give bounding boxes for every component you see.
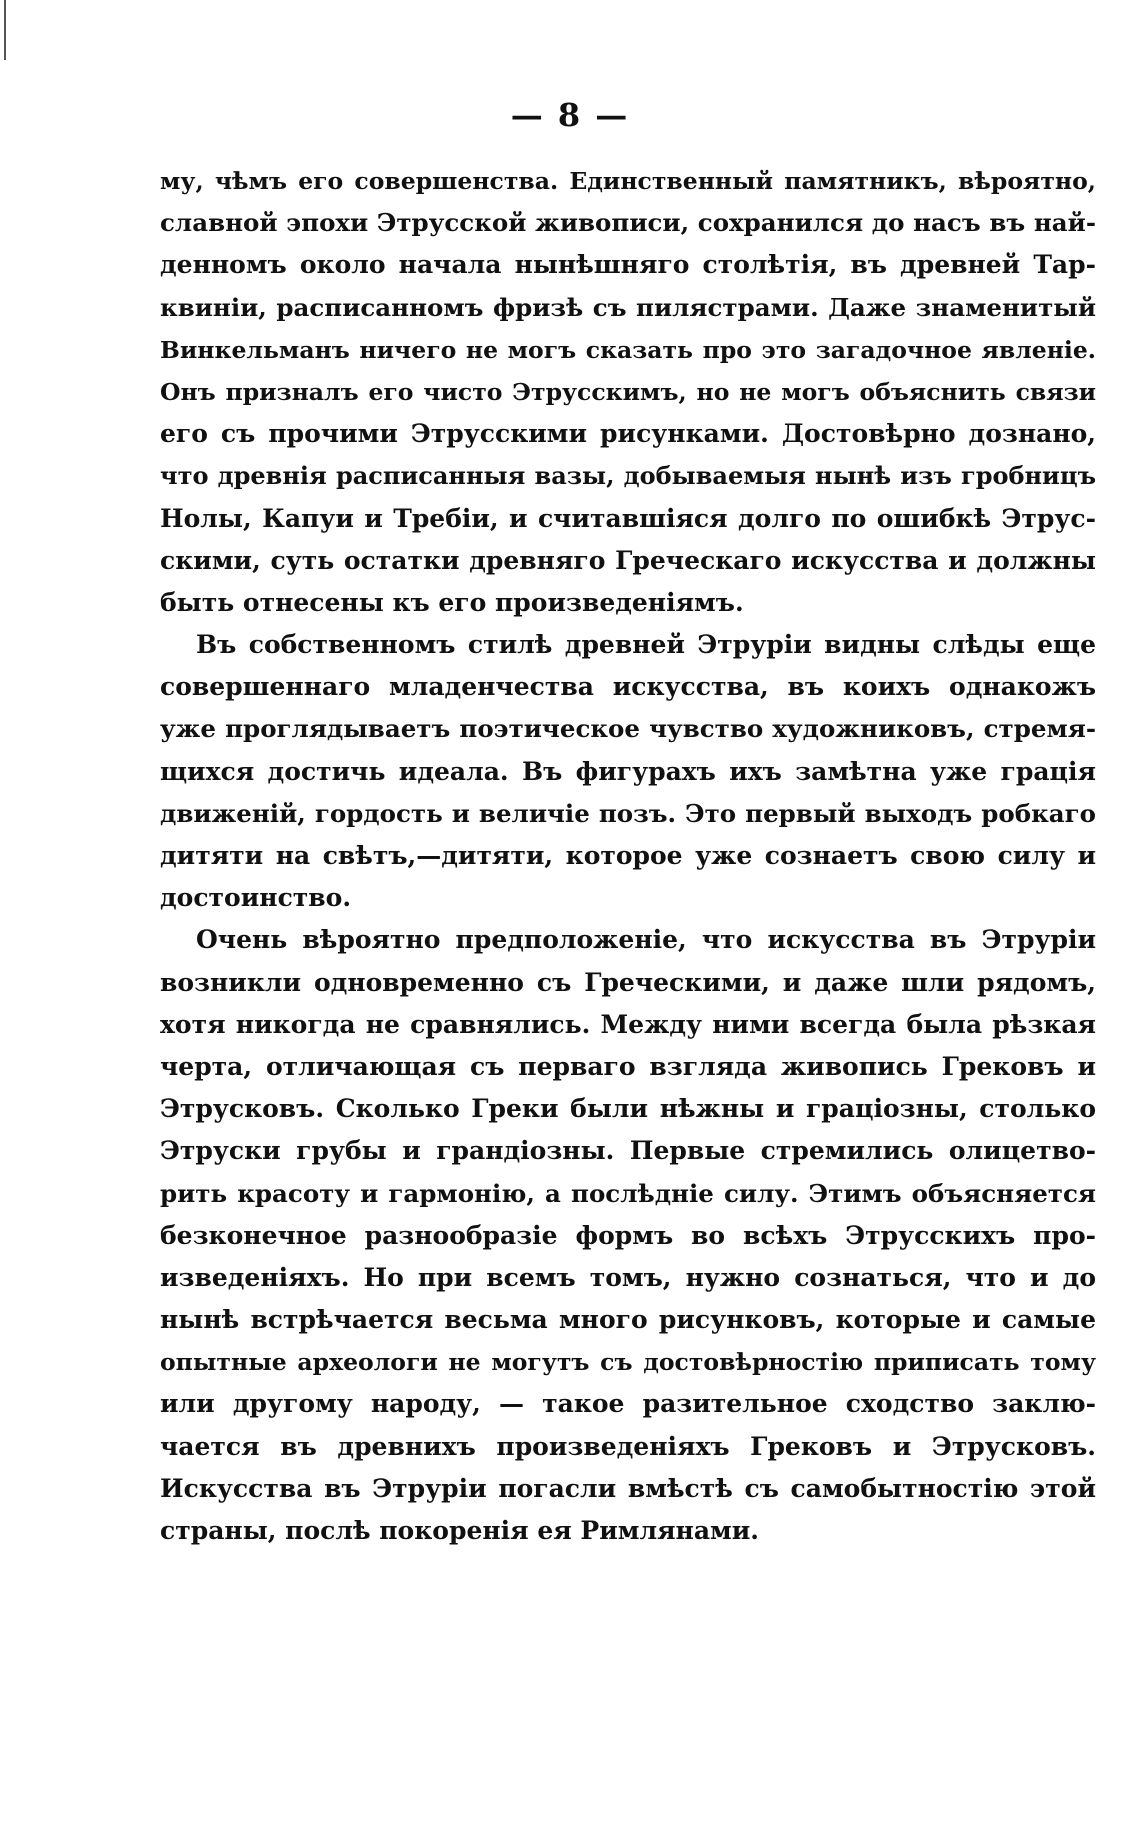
text-line: славной эпохи Этрусской живописи, сохранился до насъ въ най-: [160, 208, 1096, 238]
text-line: Нолы, Капуи и Требіи, и считавшіяся долго по ошибкѣ Этрус-: [160, 503, 1096, 533]
text-line: Онъ призналъ его чисто Этрусскимъ, но не могъ объяснить связи: [160, 377, 1096, 406]
text-line: опытные археологи не могутъ съ достовѣрностію приписать тому: [160, 1348, 1096, 1377]
text-line: безконечное разнообразіе формъ во всѣхъ Этрусскихъ про-: [160, 1220, 1096, 1250]
text-line: движеній, гордость и величіе позъ. Это первый выходъ робкаго: [160, 798, 1096, 828]
text-line: Искусства въ Этруріи погасли вмѣстѣ съ самобытностію этой: [160, 1473, 1096, 1503]
text-line: денномъ около начала нынѣшняго столѣтія, въ древней Тар-: [160, 250, 1096, 280]
text-line: уже проглядываетъ поэтическое чувство художниковъ, стремя-: [160, 714, 1096, 744]
text-line: или другому народу, — такое разительное сходство заклю-: [160, 1389, 1096, 1419]
text-line: возникли одновременно съ Греческими, и даже шли рядомъ,: [160, 967, 1096, 997]
paragraph: [160, 919, 1096, 1552]
text-line: черта, отличающая съ перваго взгляда живопись Грековъ и: [160, 1051, 1096, 1081]
text-line: что древнія расписанныя вазы, добываемыя нынѣ изъ гробницъ: [160, 461, 1096, 491]
text-line: Этрусковъ. Сколько Греки были нѣжны и граціозны, столько: [160, 1094, 1096, 1124]
text-line: Въ собственномъ стилѣ древней Этруріи видны слѣды еще: [196, 630, 1096, 660]
text-line: совершеннаго младенчества искусства, въ коихъ однакожъ: [160, 672, 1096, 702]
text-line: быть отнесены къ его произведеніямъ.: [160, 587, 744, 617]
scan-edge-line: [4, 0, 6, 60]
page-number: — 8 —: [510, 96, 630, 134]
text-line: Этруски грубы и грандіозны. Первые стремились олицетво-: [160, 1136, 1096, 1166]
text-line: его съ прочими Этрусскими рисунками. Достовѣрно дознано,: [160, 419, 1096, 449]
text-line: квиніи, расписанномъ фризѣ съ пилястрами. Даже знаменитый: [160, 292, 1096, 322]
paragraph: [160, 624, 1096, 919]
text-line: му, чѣмъ его совершенства. Единственный памятникъ, вѣроятно,: [160, 167, 1096, 195]
text-line: рить красоту и гармонію, а послѣдніе силу. Этимъ объясняется: [160, 1178, 1096, 1208]
text-line: Очень вѣроятно предположеніе, что искусства въ Этруріи: [196, 925, 1096, 955]
text-line: хотя никогда не сравнялись. Между ними всегда была рѣзкая: [160, 1009, 1096, 1039]
text-line: изведеніяхъ. Но при всемъ томъ, нужно сознаться, что и до: [160, 1262, 1096, 1292]
text-line: чается въ древнихъ произведеніяхъ Грековъ и Этрусковъ.: [160, 1431, 1096, 1461]
text-line: страны, послѣ покоренія ея Римлянами.: [160, 1516, 760, 1545]
text-line: дитяти на свѣтъ,—дитяти, которое уже сознаетъ свою силу и: [160, 841, 1096, 870]
text-line: щихся достичь идеала. Въ фигурахъ ихъ замѣтна уже грація: [160, 756, 1096, 786]
text-line: достоинство.: [160, 883, 352, 913]
body-text: [160, 160, 1096, 1552]
text-line: нынѣ встрѣчается весьма много рисунковъ, которые и самые: [160, 1305, 1096, 1335]
text-line: Винкельманъ ничего не могъ сказать про это загадочное явленіе.: [160, 335, 1096, 364]
text-line: скими, суть остатки древняго Греческаго искусства и должны: [160, 545, 1096, 575]
paragraph: [160, 160, 1096, 624]
